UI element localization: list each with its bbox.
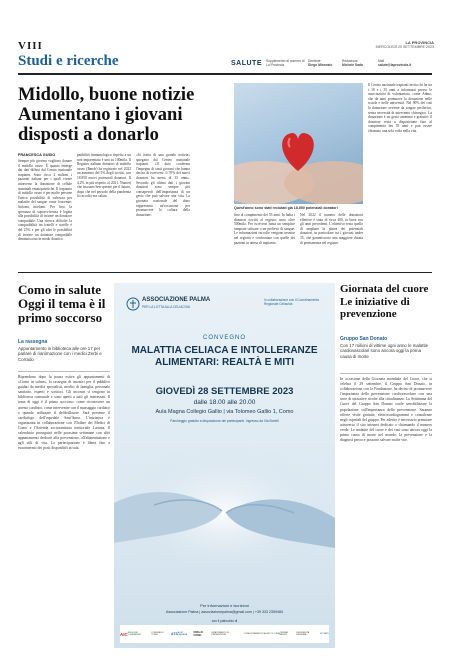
mail-address: salute@laprovincia.it bbox=[378, 63, 412, 67]
ad-date: GIOVEDÌ 28 SETTEMBRE 2023 bbox=[155, 386, 294, 397]
publication-date: MERCOLEDÌ 20 SETTEMBRE 2023 bbox=[375, 45, 434, 49]
palma-logo-icon bbox=[126, 297, 140, 311]
heart-photo bbox=[234, 83, 363, 204]
ad-time: dalle 18.00 alle 20.00 bbox=[193, 399, 256, 406]
top-article-col3: «Si tratta di una grande notizia» spiegano dal Centro nazionale trapianti. «Il dato conferma l'impegno di tanti giovani che hanno deciso di iscriversi: il 70% dei nuovi donatori ha meno di 35 anni». Secondo gli ultimi dati i giovani donatori sono sempre più consapevoli dell'importanza di un gesto che può salvare una vita. La giornata nazionale del dono rappresenta un'occasione per promuovere la cultura della donazione. bbox=[136, 153, 190, 217]
sponsor-logos bbox=[120, 625, 329, 643]
page-number: VIII bbox=[18, 40, 43, 52]
sponsor-logo: AIC bbox=[120, 631, 128, 637]
info-contacts: Associazione Palma | associazionepalma@gmail.com | +39 333 2359484 bbox=[166, 610, 283, 614]
info-label: Per informazioni e iscrizioni bbox=[200, 603, 249, 608]
ad-patronage: Parcheggio gratuito a disposizione dei partecipanti. Ingresso da Via Borelli bbox=[170, 419, 279, 423]
top-article-col6: Il Centro nazionale trapianti invita chi ha tra i 18 e i 35 anni a informarsi presso le associazioni di volontariato, come Admo, che da anni promuove la donazione nelle scuole e nelle università. Nel 90% dei casi la donazione avviene da sangue periferico, senza necessità di intervento chirurgico. La donazione è un gesto anonimo e gratuito: il donatore resta a disposizione fino al compimento dei 55 anni e può essere chiamato una sola volta nella vita. bbox=[368, 83, 432, 133]
sponsor-logo: ROTARY bbox=[320, 633, 330, 635]
top-article-title: Midollo, buone notizie Aumentano i giovani disposti a donarlo bbox=[18, 85, 195, 145]
hands-illustration bbox=[114, 433, 335, 598]
right-article-kicker: Gruppo San Donato bbox=[340, 336, 388, 342]
right-article-rule bbox=[340, 373, 432, 374]
sponsors-label: con il patrocinio di bbox=[211, 619, 238, 623]
mail-label: Mail bbox=[378, 59, 385, 63]
director-block bbox=[308, 59, 332, 67]
right-article-deck: Con 17 milioni di vittime ogni anno le malattie cardiovascolari sono ancora oggi la prima causa di morte bbox=[340, 343, 429, 359]
masthead-rule bbox=[18, 73, 432, 75]
left-article-body: Riprendono dopo la pausa estiva gli appuntamenti di «Como in salute», la rassegna di incontri per il pubblico guidati da medici specialisti, medici di famiglia, personale sanitario, esperti e scrittori. Gli incontri si tengono in biblioteca comunale e sono aperti a tutti gli interessati. Il tema di oggi è il primo soccorso: come riconoscere un arresto cardiaco, come intervenire con il massaggio cardiaco e quando utilizzare il defibrillatore. Sarà presente il cardiologo dell'ospedale Sant'Anna. L'iniziativa è organizzata in collaborazione con l'Ordine dei Medici di Como e l'Azienda sociosanitaria territoriale Lariana. Il calendario proseguirà nelle prossime settimane con altri appuntamenti dedicati alla prevenzione, all'alimentazione e agli stili di vita. La partecipazione è libera fino a esaurimento dei posti disponibili in sala. bbox=[18, 375, 110, 451]
director-label: Direttore bbox=[308, 59, 321, 63]
left-article-deck: Appuntamento in biblioteca alle ore 17 per parlare di rianimazione con i medici Zerbi e Corrado bbox=[18, 346, 102, 362]
right-article-title: Giornata del cuore Le iniziative di prevenzione bbox=[340, 283, 429, 320]
hands-heart-illustration bbox=[234, 83, 363, 204]
left-article-rule bbox=[18, 371, 110, 372]
sponsor-logo: ASST LARIANA bbox=[177, 632, 188, 636]
partner-note: In collaborazione con il Coordinamento Regionale Celiachia bbox=[264, 298, 320, 306]
director-name: Diego Minonzio bbox=[308, 63, 333, 67]
supplement-line: Supplemento al numero di La Provincia bbox=[266, 59, 305, 67]
section-title: Studi e ricerche bbox=[18, 53, 119, 69]
left-article-title: Como in salute Oggi il tema è il primo soccorso bbox=[18, 282, 106, 325]
sponsor-logo: AGRICOLTURA bbox=[263, 633, 280, 635]
conference-ad bbox=[114, 283, 335, 648]
top-article-col2: patibilità immunologica rispetto a un non imparentato è una su 100mila. Il Registro italiano donatori di midollo osseo (Ibmdr) ha registrato nel 2022 un aumento del 5% degli iscritti, con 18.850 nuovi potenziali donatori. Il 4,2% in più rispetto al 2021. Numeri che lasciano ben sperare per il futuro, dopo che nel periodo della pandemia la raccolta era calata. bbox=[77, 153, 131, 199]
association-subtitle: PER LA LOTTA ALLA CELIACHIA bbox=[142, 305, 190, 309]
ad-venue: Aula Magna Collegio Gallio | via Tolomeo Gallio 1, Como bbox=[155, 409, 294, 415]
publication-name: LA PROVINCIA bbox=[405, 40, 434, 45]
sponsor-logo: CONFCOMMERCIO bbox=[243, 633, 264, 635]
editor-name: Michele Sada bbox=[342, 63, 363, 67]
left-article-kicker: La rassegna bbox=[18, 339, 48, 345]
association-name: ASSOCIAZIONE PALMA bbox=[142, 297, 211, 303]
top-article-byline: FRANCESCA GUIDO bbox=[18, 153, 56, 157]
photo-caption: Quest'anno sono stati reclutati già 18.850 potenziali donatori bbox=[234, 206, 338, 210]
salute-logo: SALUTE bbox=[231, 60, 262, 67]
ad-title: MALATTIA CELIACA E INTOLLERANZE ALIMENTARI: REALTÀ E MITI bbox=[131, 345, 318, 368]
top-article-col4: fino al compimento dei 55 anni. In Italia i donatori iscritti al registro sono oltre 500mila. Per iscriversi basta un semplice tampone salivare o un prelievo di sangue. Le informazioni raccolte vengono inserite nel registro e confrontate con quelle dei pazienti in attesa di trapianto. bbox=[234, 213, 295, 245]
sponsor-logo: COMUNE DI COMO bbox=[151, 632, 164, 636]
sponsor-logo: REGIONE LOMBARDIA bbox=[127, 632, 141, 636]
sponsor-logo: UNIVERSITÀ INSUBRIA bbox=[296, 632, 310, 636]
right-article-body: In occasione della Giornata mondiale del Cuore, che si celebra il 29 settembre, il Gruppo San Donato, in collaborazione con la Fondazione, ha deciso di promuovere l'importanza della prevenzione cardiovascolare con una serie di iniziative rivolte alla cittadinanza. La Settimana del Cuore del Gruppo San Donato vuole sensibilizzare la popolazione sull'importanza della prevenzione. Saranno offerte visite gratuite, elettrocardiogrammi e consulenze negli ospedali del gruppo. Per aderire è necessario prenotare attraverso il sito internet dedicato o chiamando il numero verde. Le malattie del cuore e dei vasi sono ancora oggi la prima causa di morte nel mondo: la prevenzione e la diagnosi precoce possono salvare molte vite. bbox=[340, 377, 432, 443]
sponsor-logo: ATS bbox=[171, 632, 178, 636]
sponsor-logo: ORDINE MEDICI bbox=[279, 632, 288, 636]
ad-type: CONVEGNO bbox=[202, 335, 246, 341]
sponsor-logo: DIPARTIMENTO DI PREVENZIONE bbox=[211, 632, 230, 636]
top-article-bottom-rule bbox=[18, 272, 432, 273]
top-article-col5: Nel 2022 il numero delle donazioni effettive è stato di circa 400, in linea con gli anni precedenti. L'obiettivo resta quello di ampliare la platea dei potenziali donatori, in particolare tra i giovani under 35, che garantiscono una maggiore durata di permanenza nel registro. bbox=[300, 213, 363, 245]
editor-block bbox=[342, 59, 363, 67]
editor-label: Redazione bbox=[342, 59, 358, 63]
mail-block bbox=[378, 59, 411, 67]
sponsor-logo: OMCeO COMO bbox=[193, 631, 203, 637]
top-article-col1: Sempre più giovani vogliono donare il midollo osseo. È quanto emerge dai dati diffusi dal Centro nazionale trapianti. Sono circa 2 milioni i pazienti italiani per i quali vivere attraverso la donazione di cellule staminali ematopoietiche. Il trapianto di midollo osseo è per molte persone l'unica possibilità di salvezza per malattie del sangue come leucemie, linfomi, mielomi. Per loro, la speranza di sopravvivenza è legata alla possibilità di trovare un donatore compatibile. Una ricerca difficile: la compatibilità tra fratelli e sorelle è del 25% e per gli altri le possibilità di trovare un donatore compatibile diminuiscono in modo drastico. bbox=[18, 159, 72, 242]
